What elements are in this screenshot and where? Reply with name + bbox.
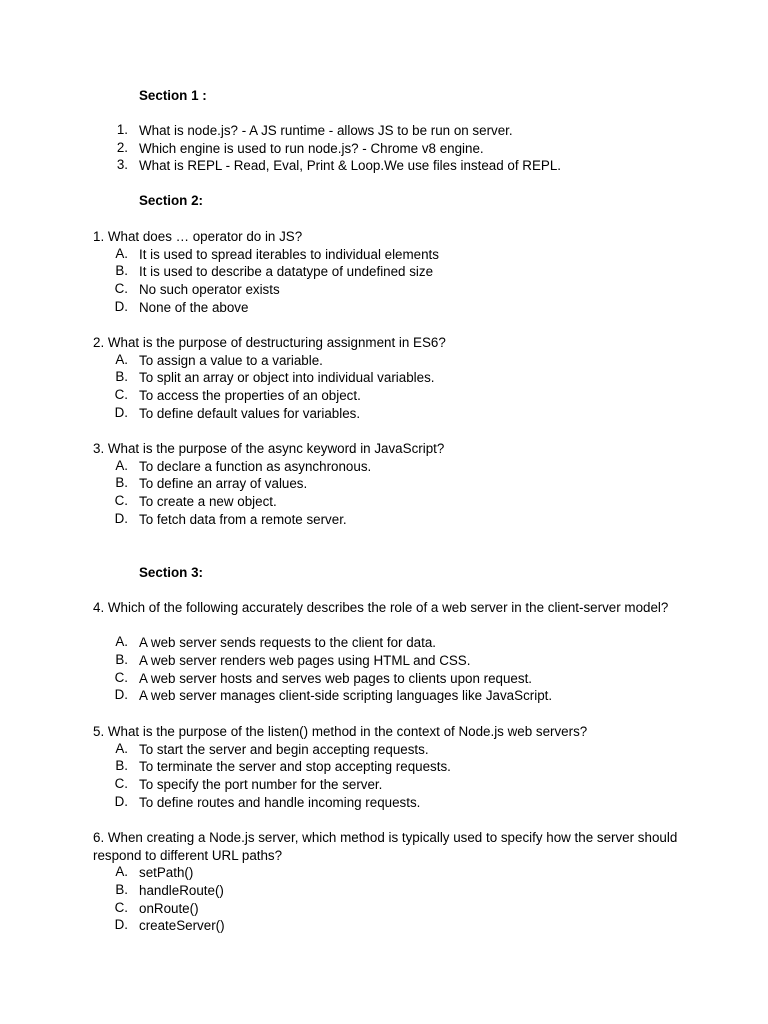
option-item <box>0 652 768 670</box>
option-text: To access the properties of an object. <box>139 388 361 404</box>
option-marker: D. <box>114 404 128 420</box>
option-marker: D. <box>114 687 128 703</box>
option-marker: D. <box>114 298 128 314</box>
option-text: onRoute() <box>139 900 199 916</box>
option-text: To declare a function as asynchronous. <box>139 458 372 474</box>
option-item <box>0 352 768 370</box>
option-item <box>0 511 768 529</box>
option-text: To assign a value to a variable. <box>139 352 323 368</box>
question-2 <box>0 334 768 422</box>
option-text: To define an array of values. <box>139 476 308 492</box>
option-text: To terminate the server and stop accepting requests. <box>139 759 451 775</box>
question-5 <box>0 723 768 811</box>
option-item <box>0 900 768 918</box>
list-marker: 1. <box>116 122 128 137</box>
option-marker: A. <box>115 457 128 473</box>
option-item <box>0 281 768 299</box>
question-text: 6. When creating a Node.js server, which method is typically used to specify how the server should respond to different URL paths? <box>93 830 678 863</box>
option-marker: A. <box>115 245 128 261</box>
question-text: 2. What is the purpose of destructuring assignment in ES6? <box>93 335 446 350</box>
option-item <box>0 263 768 281</box>
option-marker: A. <box>115 864 128 880</box>
option-text: It is used to spread iterables to individual elements <box>139 246 439 262</box>
option-text: A web server manages client-side scripting languages like JavaScript. <box>139 688 553 704</box>
option-text: To define default values for variables. <box>139 405 361 421</box>
option-item <box>0 794 768 812</box>
section-3-title: Section 3: <box>139 565 203 580</box>
option-item <box>0 405 768 423</box>
option-text: handleRoute() <box>139 883 224 899</box>
option-marker: C. <box>114 669 128 685</box>
option-item <box>0 758 768 776</box>
question-1 <box>0 228 768 316</box>
list-item <box>0 140 768 158</box>
option-marker: A. <box>115 351 128 367</box>
question-text: 3. What is the purpose of the async keyword in JavaScript? <box>93 441 445 456</box>
list-item-text: What is node.js? - A JS runtime - allows JS to be run on server. <box>139 123 513 138</box>
option-marker: B. <box>115 758 128 774</box>
option-marker: B. <box>115 475 128 491</box>
list-item <box>0 157 768 175</box>
option-text: To start the server and begin accepting requests. <box>139 741 429 757</box>
section-1-list <box>0 122 768 175</box>
option-item <box>0 246 768 264</box>
option-text: A web server sends requests to the client for data. <box>139 635 436 651</box>
option-marker: B. <box>115 882 128 898</box>
list-item-text: What is REPL - Read, Eval, Print & Loop.We use files instead of REPL. <box>139 158 562 174</box>
option-text: A web server hosts and serves web pages to clients upon request. <box>139 670 533 686</box>
option-item <box>0 864 768 882</box>
option-text: A web server renders web pages using HTML and CSS. <box>139 653 471 669</box>
option-marker: B. <box>115 652 128 668</box>
option-marker: D. <box>114 510 128 526</box>
option-item <box>0 369 768 387</box>
question-text: 5. What is the purpose of the listen() method in the context of Node.js web servers? <box>93 724 588 739</box>
option-marker: C. <box>114 899 128 915</box>
option-item <box>0 493 768 511</box>
list-item-text: Which engine is used to run node.js? - Chrome v8 engine. <box>139 140 484 156</box>
option-marker: C. <box>114 776 128 792</box>
option-item <box>0 299 768 317</box>
question-text: 4. Which of the following accurately describes the role of a web server in the client-server model? <box>93 600 669 615</box>
option-marker: D. <box>114 793 128 809</box>
option-text: setPath() <box>139 865 194 881</box>
option-item <box>0 687 768 705</box>
option-marker: B. <box>115 369 128 385</box>
option-text: It is used to describe a datatype of undefined size <box>139 264 434 280</box>
option-text: To fetch data from a remote server. <box>139 511 347 527</box>
question-text: 1. What does … operator do in JS? <box>93 229 303 244</box>
option-marker: A. <box>115 740 128 756</box>
option-text: To create a new object. <box>139 494 277 510</box>
option-item <box>0 475 768 493</box>
option-marker: B. <box>115 263 128 279</box>
option-marker: C. <box>114 387 128 403</box>
option-marker: A. <box>115 634 128 650</box>
option-marker: D. <box>114 917 128 933</box>
option-item <box>0 387 768 405</box>
option-marker: C. <box>114 281 128 297</box>
section-2-title: Section 2: <box>139 193 203 208</box>
option-item <box>0 670 768 688</box>
option-text: None of the above <box>139 299 249 315</box>
option-item <box>0 882 768 900</box>
option-text: To define routes and handle incoming requests. <box>139 794 421 810</box>
list-marker: 2. <box>116 139 128 155</box>
option-marker: C. <box>114 493 128 509</box>
option-item <box>0 634 768 652</box>
list-marker: 3. <box>116 157 128 173</box>
option-item <box>0 917 768 935</box>
option-text: To specify the port number for the server. <box>139 777 383 793</box>
option-text: createServer() <box>139 918 225 934</box>
list-item <box>0 122 768 140</box>
question-4 <box>0 599 768 705</box>
question-3 <box>0 440 768 528</box>
question-6 <box>0 829 768 935</box>
option-item <box>0 741 768 759</box>
section-1-title: Section 1 : <box>139 88 207 103</box>
option-item <box>0 776 768 794</box>
option-text: No such operator exists <box>139 282 280 298</box>
option-item <box>0 458 768 476</box>
option-text: To split an array or object into individual variables. <box>139 370 435 386</box>
